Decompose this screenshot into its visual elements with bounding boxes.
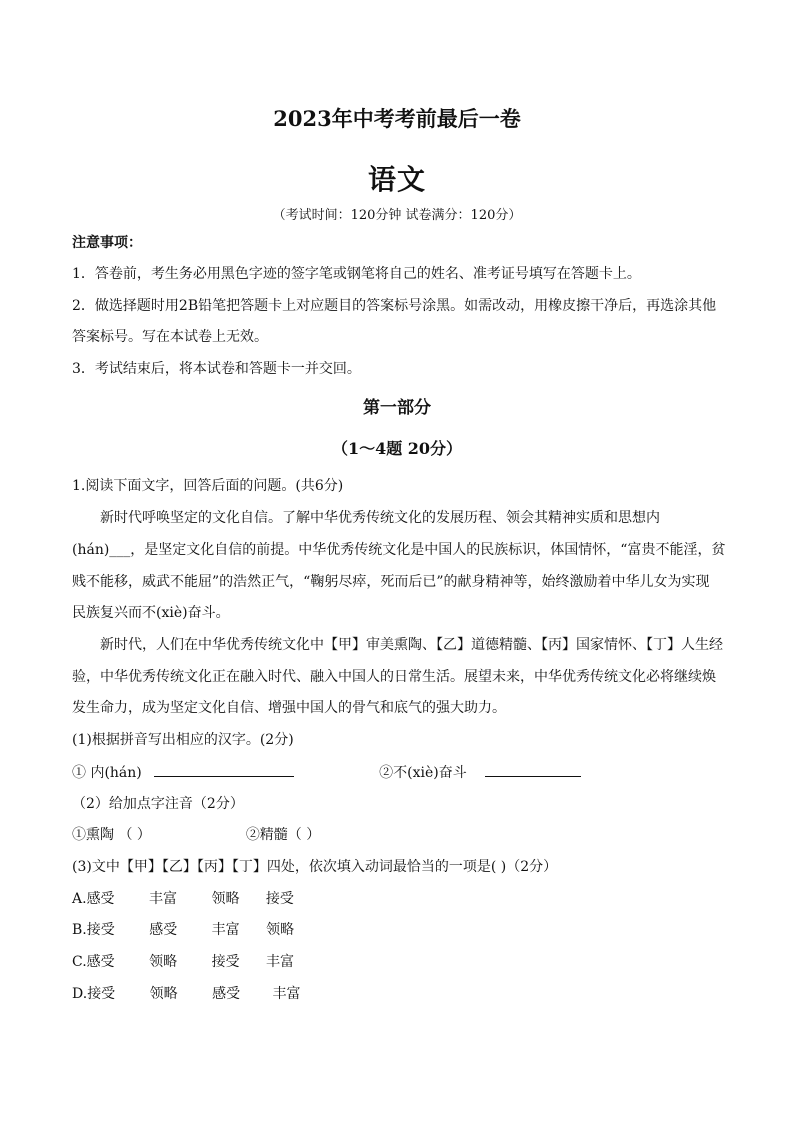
subquestion-2-prompt: （2）给加点字注音（2分） xyxy=(72,796,244,812)
option-word: 丰富 xyxy=(149,891,178,907)
option-word: 丰富 xyxy=(272,986,301,1002)
phonetic-item-xuntao: ①熏陶 （ ） xyxy=(72,827,151,843)
subquestion-1-prompt: (1)根据拼音写出相应的汉字。(2分) xyxy=(72,732,294,748)
passage-line: 贱不能移，威武不能屈”的浩然正气，“鞠躬尽瘁，死而后已”的献身精神等，始终激励着中华儿女为实现 xyxy=(72,574,710,590)
answer-blank[interactable] xyxy=(154,762,294,777)
question-stem: 1.阅读下面文字，回答后面的问题。(共6分) xyxy=(72,478,344,494)
option-word: 丰富 xyxy=(211,922,240,938)
option-word: 领略 xyxy=(211,891,240,907)
passage-line: 验，中华优秀传统文化正在融入时代、融入中国人的日常生活。展望未来，中华优秀传统文化必将继续焕 xyxy=(72,669,716,685)
option-letter: A. xyxy=(72,891,87,907)
option-word: 丰富 xyxy=(266,954,295,970)
choice-option-b[interactable] xyxy=(72,920,722,940)
option-word: 领略 xyxy=(266,922,295,938)
option-letter: B. xyxy=(72,922,87,938)
option-word: 接受 xyxy=(211,954,240,970)
exam-title: 2023年中考考前最后一卷 xyxy=(273,106,521,131)
pinyin-item-xie: ②不(xiè)奋斗 xyxy=(379,765,467,781)
note-item: 3．考试结束后，将本试卷和答题卡一并交回。 xyxy=(72,361,361,377)
option-word: 感受 xyxy=(149,922,178,938)
passage-line: 新时代呼唤坚定的文化自信。了解中华优秀传统文化的发展历程、领会其精神实质和思想内 xyxy=(100,510,660,526)
note-item: 1．答卷前，考生务必用黑色字迹的签字笔或钢笔将自己的姓名、准考证号填写在答题卡上。 xyxy=(72,266,641,282)
note-item: 2．做选择题时用2B铅笔把答题卡上对应题目的答案标号涂黑。如需改动，用橡皮擦干净后，再选涂其他 xyxy=(72,298,717,314)
passage-line: (hán)___，是坚定文化自信的前提。中华优秀传统文化是中国人的民族标识，体国情怀，“富贵不能淫，贫 xyxy=(72,542,726,558)
note-item: 答案标号。写在本试卷上无效。 xyxy=(72,329,268,345)
option-word: 接受 xyxy=(265,891,294,907)
subquestion-2-items xyxy=(72,825,722,845)
passage-line: 发生命力，成为坚定文化自信、增强中国人的骨气和底气的强大助力。 xyxy=(72,700,506,716)
notes-heading: 注意事项： xyxy=(72,235,142,251)
option-letter: D. xyxy=(72,986,88,1002)
subject-title: 语文 xyxy=(367,163,426,196)
section-subtitle: （1～4题 20分） xyxy=(331,439,463,458)
phonetic-item-jingsui: ②精髓（ ） xyxy=(245,827,321,843)
choice-option-d[interactable] xyxy=(72,984,722,1004)
subquestion-1-items xyxy=(72,762,722,783)
option-word: 感受 xyxy=(212,986,241,1002)
pinyin-item-han: ① 内(hán) xyxy=(72,765,142,781)
option-letter: C. xyxy=(72,954,87,970)
answer-blank[interactable] xyxy=(485,762,581,777)
passage-line: 民族复兴而不(xiè)奋斗。 xyxy=(72,605,230,621)
subquestion-3-prompt: (3)文中【甲】【乙】【丙】【丁】四处，依次填入动词最恰当的一项是( )（2分） xyxy=(72,859,558,875)
section-title: 第一部分 xyxy=(363,398,431,418)
option-word: 接受 xyxy=(86,922,115,938)
option-word: 领略 xyxy=(149,986,178,1002)
passage-line: 新时代，人们在中华优秀传统文化中【甲】审美熏陶、【乙】道德精髓、【丙】国家情怀、【丁】人生经 xyxy=(100,637,723,653)
choice-option-a[interactable] xyxy=(72,889,722,909)
choice-option-c[interactable] xyxy=(72,952,722,972)
option-word: 感受 xyxy=(86,891,115,907)
exam-info: （考试时间：120分钟 试卷满分：120分） xyxy=(272,208,522,223)
option-word: 接受 xyxy=(87,986,116,1002)
option-word: 领略 xyxy=(149,954,178,970)
option-word: 感受 xyxy=(86,954,115,970)
